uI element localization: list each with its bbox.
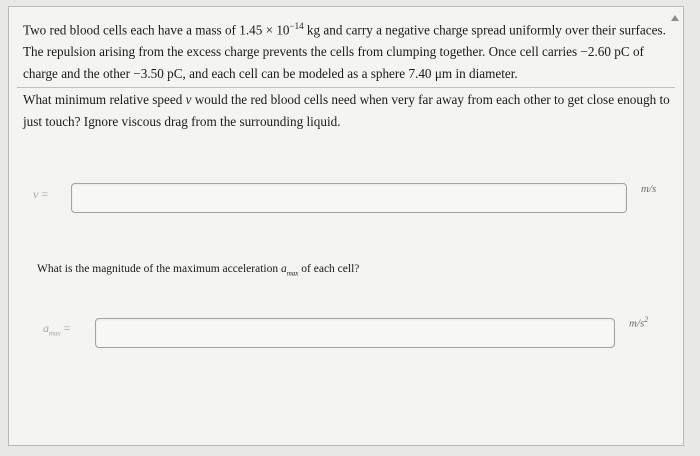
problem-text-1: Two red blood cells each have a mass of 1.45 × 10 bbox=[23, 22, 290, 38]
acceleration-unit-label bbox=[629, 315, 648, 330]
speed-answer-input[interactable] bbox=[71, 183, 627, 213]
mass-exponent: −14 bbox=[289, 21, 304, 31]
question-acceleration-subscript: max bbox=[286, 269, 299, 278]
speed-unit-label: m/s bbox=[641, 183, 657, 195]
question-speed-text-1: What minimum relative speed bbox=[23, 92, 186, 107]
question-acceleration-text-2: of each cell? bbox=[298, 263, 360, 275]
question-acceleration bbox=[37, 263, 359, 277]
problem-statement bbox=[23, 15, 673, 85]
acceleration-label-equals: = bbox=[60, 321, 71, 335]
acceleration-unit-base: m/s bbox=[629, 317, 645, 330]
question-speed-variable: v bbox=[185, 92, 192, 107]
acceleration-unit-exponent: 2 bbox=[644, 315, 649, 324]
problem-text-3: The repulsion arising from the excess charge prevents the cells from clumping together. Once cell carries −2.60 pC of charge and the other −3.50 pC, and each cell can be modeled as a sphere 7.40 μm in diameter. bbox=[23, 44, 644, 82]
section-divider bbox=[17, 87, 675, 88]
problem-panel bbox=[8, 6, 684, 446]
acceleration-answer-input[interactable] bbox=[95, 318, 615, 348]
question-speed-text-2: would the red blood cells need when very far away from each other to get close enough to just touch? Ignore viscous drag from the surrounding liquid. bbox=[23, 92, 670, 129]
acceleration-label-subscript: max bbox=[49, 329, 61, 338]
speed-answer-label bbox=[33, 187, 48, 202]
question-acceleration-text-1: What is the magnitude of the maximum acceleration bbox=[37, 263, 281, 275]
question-acceleration-variable: $a_{max}$ bbox=[280, 263, 299, 278]
speed-label-variable: v bbox=[33, 187, 39, 201]
speed-label-equals: = bbox=[38, 187, 49, 201]
acceleration-answer-label bbox=[43, 321, 70, 337]
question-speed bbox=[23, 89, 673, 133]
acceleration-label-variable: a bbox=[43, 321, 49, 335]
problem-text-2: kg and carry a negative charge spread uniformly over their surfaces. bbox=[303, 22, 666, 38]
